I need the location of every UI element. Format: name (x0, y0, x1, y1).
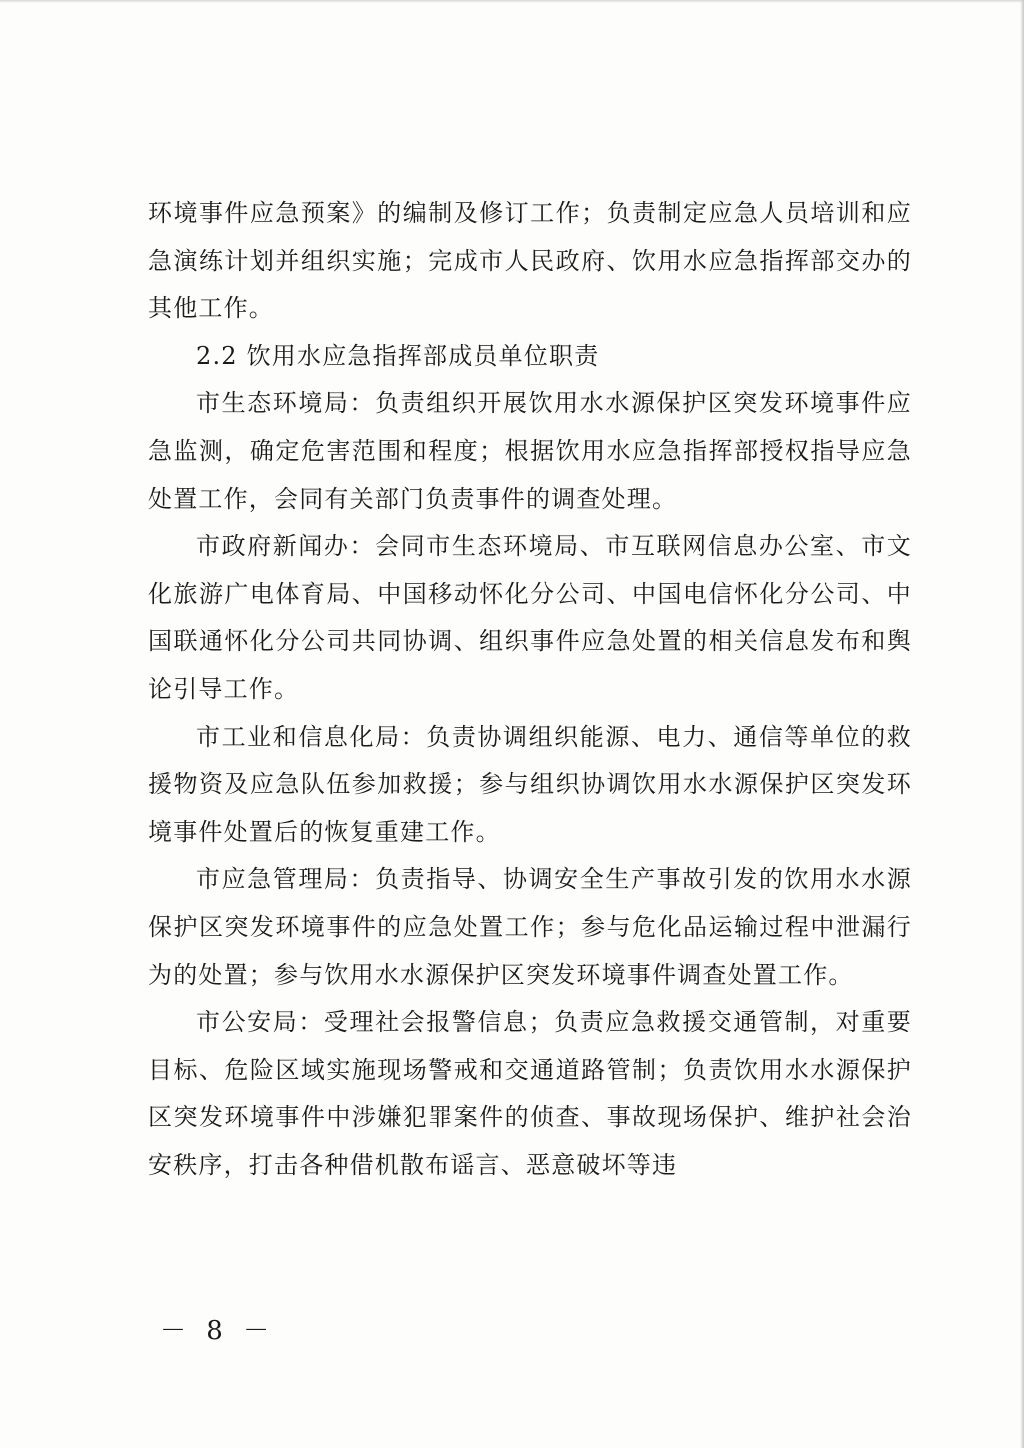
paragraph-emergency-bureau: 市应急管理局：负责指导、协调安全生产事故引发的饮用水水源保护区突发环境事件的应急处置工作；参与危化品运输过程中泄漏行为的处置；参与饮用水水源保护区突发环境事件调查处置工作。 (148, 865, 912, 989)
page-number: － 8 － (160, 1316, 276, 1346)
body-text (148, 190, 912, 1189)
paragraph-news-office: 市政府新闻办：会同市生态环境局、市互联网信息办公室、市文化旅游广电体育局、中国移动怀化分公司、中国电信怀化分公司、中国联通怀化分公司共同协调、组织事件应急处置的相关信息发布和舆论引导工作。 (148, 532, 912, 703)
scan-edge-top (0, 0, 1024, 3)
section-heading: 2.2 饮用水应急指挥部成员单位职责 (196, 341, 600, 370)
paragraph-public-security: 市公安局：受理社会报警信息；负责应急救援交通管制，对重要目标、危险区域实施现场警戒和交通道路管制；负责饮用水水源保护区突发环境事件中涉嫌犯罪案件的侦查、事故现场保护、维护社会治安秩序，打击各种借机散布谣言、恶意破坏等违 (148, 1008, 912, 1179)
paragraph-continuation: 环境事件应急预案》的编制及修订工作；负责制定应急人员培训和应急演练计划并组织实施；完成市人民政府、饮用水应急指挥部交办的其他工作。 (148, 199, 912, 323)
paragraph-ecology-bureau: 市生态环境局：负责组织开展饮用水水源保护区突发环境事件应急监测，确定危害范围和程度；根据饮用水应急指挥部授权指导应急处置工作，会同有关部门负责事件的调查处理。 (148, 389, 912, 513)
paragraph-industry-bureau: 市工业和信息化局：负责协调组织能源、电力、通信等单位的救援物资及应急队伍参加救援；参与组织协调饮用水水源保护区突发环境事件处置后的恢复重建工作。 (148, 722, 912, 846)
scan-edge-right (1020, 0, 1024, 1448)
